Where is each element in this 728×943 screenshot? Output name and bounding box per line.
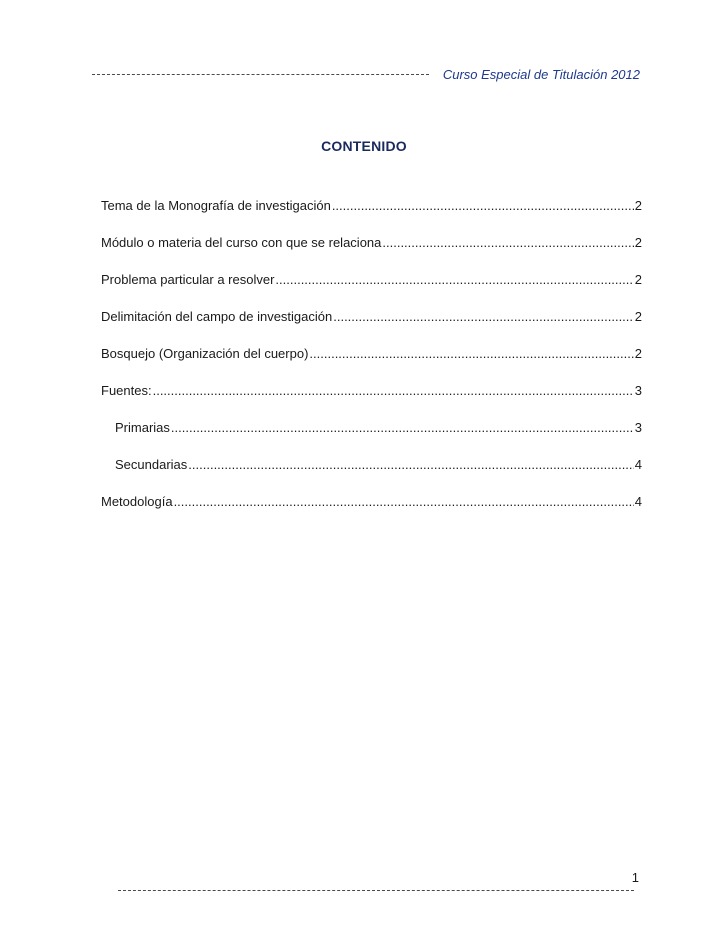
toc-entry-label: Secundarias bbox=[115, 457, 188, 472]
toc-entry-page: 2 bbox=[634, 272, 642, 287]
toc-entry-tema[interactable] bbox=[101, 197, 642, 234]
header-title: Curso Especial de Titulación 2012 bbox=[442, 66, 640, 82]
toc-entry-page: 4 bbox=[634, 494, 642, 509]
toc-entry-page: 2 bbox=[634, 235, 642, 250]
toc-entry-label: Tema de la Monografía de investigación bbox=[101, 198, 331, 213]
toc-entry-primarias[interactable] bbox=[101, 419, 642, 456]
header-dashed-rule bbox=[92, 74, 429, 75]
toc-entry-label: Problema particular a resolver bbox=[101, 272, 275, 287]
toc-entry-label: Fuentes: bbox=[101, 383, 152, 398]
toc-dot-leader bbox=[309, 345, 633, 363]
toc-entry-page: 3 bbox=[634, 420, 642, 435]
toc-dot-leader bbox=[174, 493, 634, 511]
toc-entry-problema[interactable] bbox=[101, 271, 642, 308]
toc-entry-label: Primarias bbox=[115, 420, 170, 435]
toc-dot-leader bbox=[171, 419, 634, 437]
toc-dot-leader bbox=[275, 271, 633, 289]
toc-entry-page: 2 bbox=[634, 346, 642, 361]
toc-entry-delimitacion[interactable] bbox=[101, 308, 642, 345]
toc-dot-leader bbox=[382, 234, 633, 252]
toc-dot-leader bbox=[188, 456, 633, 474]
toc-entry-label: Bosquejo (Organización del cuerpo) bbox=[101, 346, 309, 361]
toc-entry-metodologia[interactable] bbox=[101, 493, 642, 530]
toc-entry-modulo[interactable] bbox=[101, 234, 642, 271]
toc-entry-page: 3 bbox=[634, 383, 642, 398]
toc-dot-leader bbox=[333, 308, 634, 326]
toc-entry-label: Metodología bbox=[101, 494, 173, 509]
toc-entry-bosquejo[interactable] bbox=[101, 345, 642, 382]
toc-heading: CONTENIDO bbox=[321, 138, 407, 154]
footer-dashed-rule bbox=[118, 890, 634, 891]
toc-entry-page: 4 bbox=[634, 457, 642, 472]
toc-dot-leader bbox=[332, 197, 634, 215]
toc-entry-fuentes[interactable] bbox=[101, 382, 642, 419]
page-header bbox=[92, 64, 640, 84]
toc-entry-label: Módulo o materia del curso con que se relaciona bbox=[101, 235, 382, 250]
footer-page-number: 1 bbox=[631, 870, 639, 885]
toc-entry-secundarias[interactable] bbox=[101, 456, 642, 493]
table-of-contents bbox=[101, 197, 642, 530]
toc-dot-leader bbox=[153, 382, 634, 400]
toc-entry-page: 2 bbox=[634, 309, 642, 324]
toc-entry-page: 2 bbox=[634, 198, 642, 213]
toc-entry-label: Delimitación del campo de investigación bbox=[101, 309, 333, 324]
